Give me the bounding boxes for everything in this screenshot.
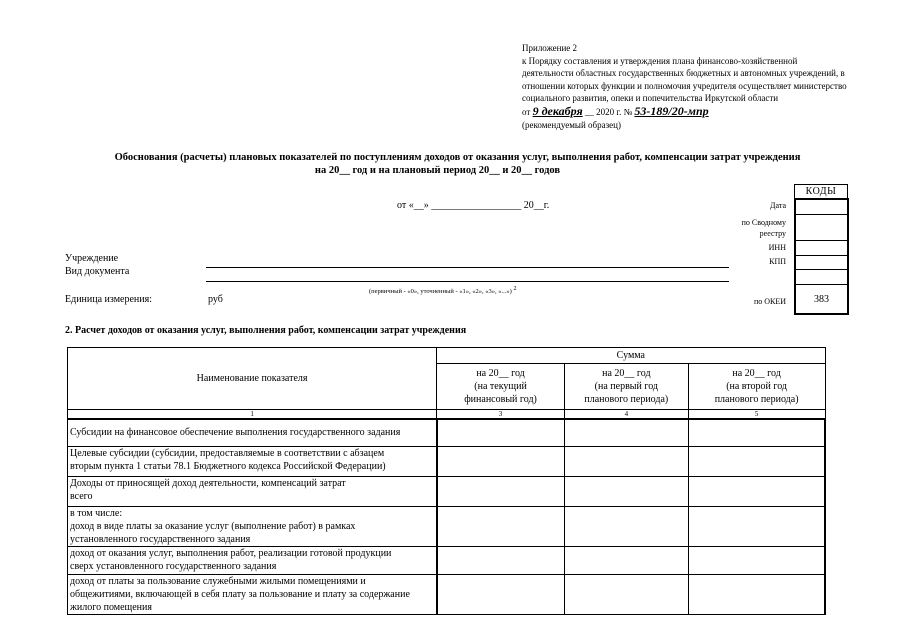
date-prefix: от [522,106,531,117]
table-row [68,546,826,574]
income-table [67,347,826,615]
col-number-1: 1 [68,410,437,420]
value-cell[interactable] [564,574,688,614]
value-cell[interactable] [564,546,688,574]
table-row [68,506,826,546]
row-label: в том числе: доход в виде платы за оказание услуг (выполнение работ) в рамках установленного государственного задания [68,506,437,546]
title-line-2: на 20__ год и на плановый период 20__ и 20__ годов [314,165,561,176]
section-title: 2. Расчет доходов от оказания услуг, выполнения работ, компенсации затрат учреждения [65,325,467,336]
col5-header: на 20__ год (на второй год планового периода) [688,364,825,410]
value-cell[interactable] [688,546,825,574]
table-header-row-1 [68,348,826,364]
value-cell[interactable] [564,446,688,476]
table-row [68,476,826,506]
appendix-line-4: отношении которых функции и полномочия учредителя осуществляет министерство [522,80,847,91]
unit-value: руб [208,294,223,305]
value-cell[interactable] [688,446,825,476]
code-okei-value: 383 [814,294,829,305]
row-label: Субсидии на финансовое обеспечение выполнения государственного задания [68,419,437,446]
doc-type-note: (первичный - «0», уточненный - «1», «2», «3», «...») $^2$ [369,286,517,296]
value-cell[interactable] [437,446,565,476]
appendix-line-2: к Порядку составления и утверждения плана финансово-хозяйственной [522,55,798,66]
code-inn-cell [796,241,847,256]
value-cell[interactable] [688,574,825,614]
col-number-3: 3 [437,410,565,420]
col-name-header: Наименование показателя [68,348,437,410]
table-row [68,574,826,614]
codes-box [794,198,849,315]
institution-label: Учреждение [65,253,119,264]
value-cell[interactable] [437,546,565,574]
code-kpp-cell [796,256,847,270]
code-doc-type-cell [796,270,847,285]
doc-type-label: Вид документа [65,266,130,277]
column-numbers-row [68,410,826,420]
table-row [68,419,826,446]
handwritten-date: 9 декабря [532,103,583,118]
table-row [68,446,826,476]
value-cell[interactable] [688,419,825,446]
document-date-line: от «__» __________________ 20__г. [397,200,550,211]
institution-line [206,267,729,268]
code-label-date: Дата [770,201,786,210]
code-label-registry-2: реестру [759,229,786,238]
row-label: Доходы от приносящей доход деятельности, компенсаций затрат всего [68,476,437,506]
appendix-line-1: Приложение 2 [522,43,578,53]
col3-header: на 20__ год (на текущий финансовый год) [437,364,565,410]
value-cell[interactable] [564,476,688,506]
appendix-line-5: социального развития, опеки и попечительства Иркутской области [522,93,779,104]
value-cell[interactable] [437,419,565,446]
sample-note: (рекомендуемый образец) [522,119,621,130]
row-label: доход от оказания услуг, выполнения работ, реализации готовой продукции сверх установленного государственного задания [68,546,437,574]
appendix-date-line: от 9 декабря __ 2020 г. № 53-189/20-мпр [522,103,709,118]
col-number-4: 4 [564,410,688,420]
codes-header: КОДЫ [794,184,848,198]
value-cell[interactable] [437,476,565,506]
code-label-inn: ИНН [768,243,786,252]
row-label: Целевые субсидии (субсидии, предоставляемые в соответствии с абзацем вторым пункта 1 статьи 78.1 Бюджетного кодекса Российской Федерации) [68,446,437,476]
value-cell[interactable] [688,506,825,546]
value-cell[interactable] [437,574,565,614]
unit-label: Единица измерения: [65,294,152,305]
year-number-label: 2020 г. № [596,106,633,117]
value-cell[interactable] [688,476,825,506]
code-label-registry-1: по Сводному [741,218,786,227]
col4-header: на 20__ год (на первый год планового периода) [564,364,688,410]
document-title [0,151,905,177]
code-date-cell [796,200,847,215]
code-label-okei: по ОКЕИ [753,297,786,306]
title-line-1: Обоснования (расчеты) плановых показателей по поступлениям доходов от оказания услуг, выполнения работ, компенсации затрат учреждения [114,152,801,163]
doc-type-line [206,281,729,282]
appendix-header [522,42,897,131]
sum-header: Сумма [437,348,825,364]
appendix-line-3: деятельности областных государственных бюджетных и автономных учреждений, в [522,68,845,79]
value-cell[interactable] [437,506,565,546]
value-cell[interactable] [564,506,688,546]
code-registry-cell [796,215,847,241]
col-number-5: 5 [688,410,825,420]
value-cell[interactable] [564,419,688,446]
handwritten-number: 53-189/20-мпр [634,103,709,118]
row-label: доход от платы за пользование служебными жилыми помещениями и общежитиями, включающей в себя плату за пользование и плату за содержание жилого помещения [68,574,437,614]
code-label-kpp: КПП [769,257,786,266]
